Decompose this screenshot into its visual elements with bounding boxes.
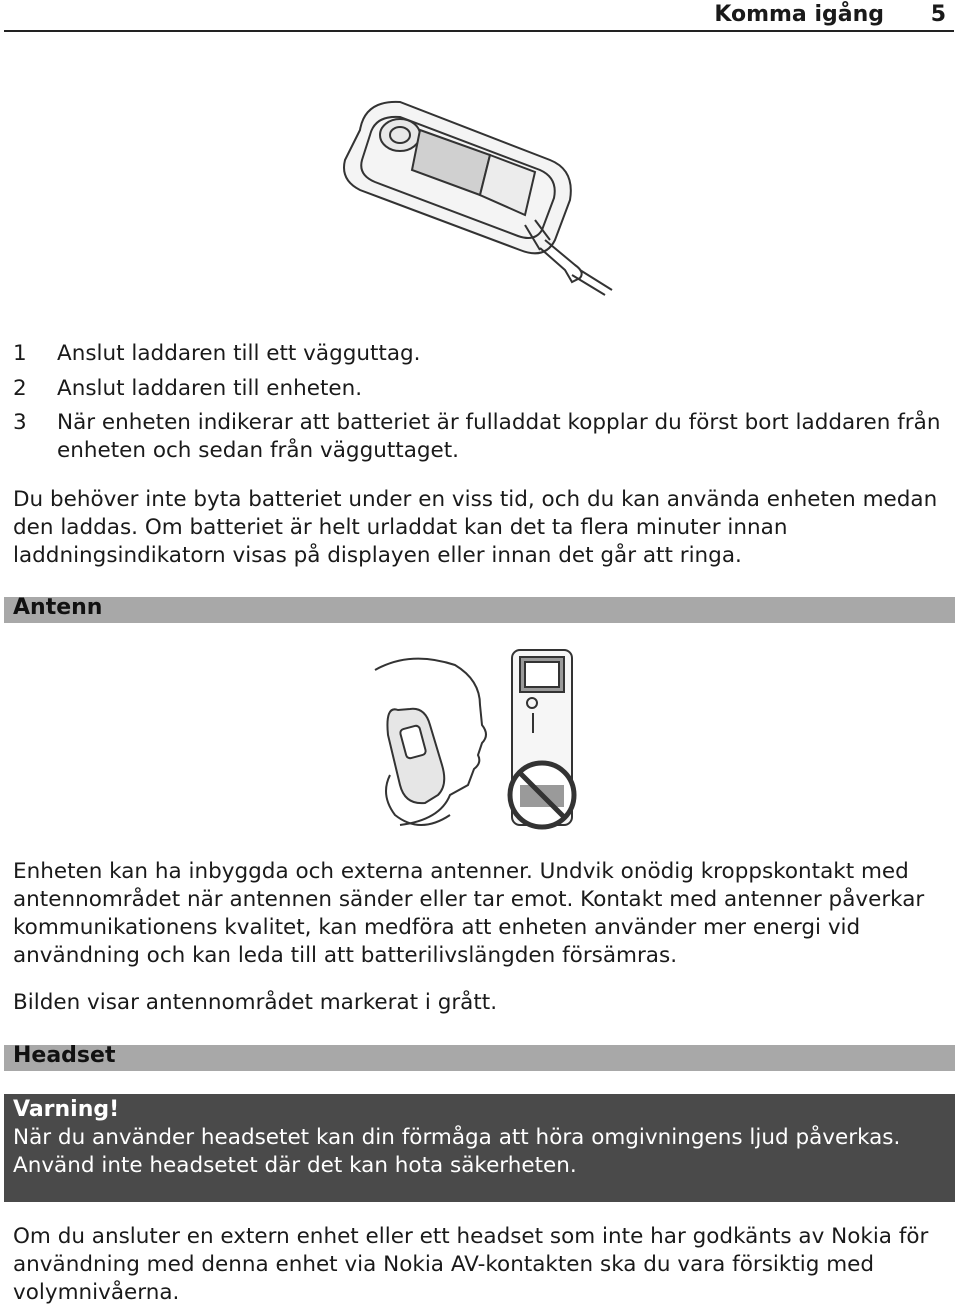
warning-line-1: När du använder headsetet kan din förmåga att höra omgivningens ljud påverkas. <box>13 1125 901 1150</box>
section-heading: Headset <box>13 1043 116 1068</box>
warning-box <box>4 1094 955 1202</box>
headset-paragraph: Om du ansluter en extern enhet eller ett headset som inte har godkänts av Nokia för användning med denna enhet via Nokia AV-kontakten ska du vara försiktig med volymnivåerna. <box>13 1224 929 1305</box>
step-number: 1 <box>13 341 27 366</box>
antenna-caption: Bilden visar antennområdet markerat i grått. <box>13 990 498 1015</box>
chapter-title: Komma igång <box>714 2 884 27</box>
charging-paragraph: Du behöver inte byta batteriet under en viss tid, och du kan använda enheten medan den laddas. Om batteriet är helt urladdat kan det ta flera minuter innan laddningsindikatorn visas på displayen eller innan det går att ringa. <box>13 487 938 568</box>
page-header <box>4 0 954 32</box>
section-bar-antenna <box>4 597 955 623</box>
section-bar-headset <box>4 1045 955 1071</box>
warning-title: Varning! <box>13 1097 120 1122</box>
page-number: 5 <box>930 2 946 27</box>
step-3 <box>13 409 946 465</box>
step-2 <box>13 375 946 403</box>
step-number: 2 <box>13 376 27 401</box>
step-text: När enheten indikerar att batteriet är fulladdat kopplar du först bort laddaren från enheten och sedan från vägguttaget. <box>57 410 941 463</box>
step-text: Anslut laddaren till enheten. <box>57 376 363 401</box>
step-1 <box>13 340 946 368</box>
warning-line-2: Använd inte headsetet där det kan hota säkerheten. <box>13 1153 577 1178</box>
step-text: Anslut laddaren till ett vägguttag. <box>57 341 421 366</box>
antenna-illustration <box>370 645 590 835</box>
phone-charging-illustration <box>340 90 620 300</box>
section-heading: Antenn <box>13 595 103 620</box>
step-number: 3 <box>13 410 27 435</box>
antenna-paragraph: Enheten kan ha inbyggda och externa antenner. Undvik onödig kroppskontakt med antennområdet när antennen sänder eller tar emot. Kontakt med antenner påverkar kommunikationens kvalitet, kan medföra att enheten använder mer energi vid användning och kan leda till att batterilivslängden försämras. <box>13 859 925 968</box>
